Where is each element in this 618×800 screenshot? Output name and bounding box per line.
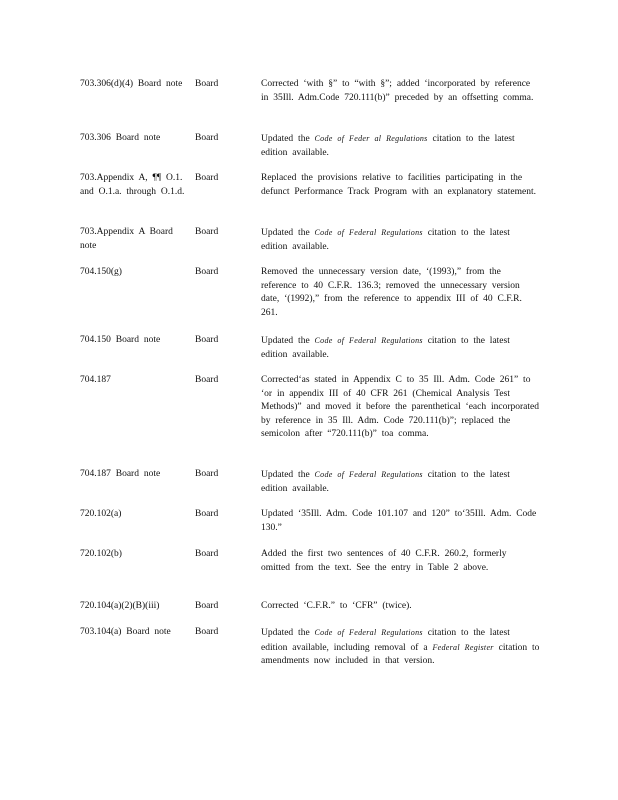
section-cell: 703.306 Board note (80, 133, 161, 143)
description-text: citation to the latest edition available. (261, 336, 510, 360)
section-cell: 704.187 (80, 375, 111, 385)
table-row (80, 626, 540, 669)
table-row (80, 172, 540, 199)
description-text: Added the first two sentences of 40 C.F.R. 260.2, formerly omitted from the text. See the entry in Table 2 above. (261, 549, 507, 573)
description-text: Corrected‘as stated in Appendix C to 35 Ill. Adm. Code 261” to ‘or in appendix III of 40 CFR 261 (Chemical Analysis Test Methods)” and moved it before the parenthetical ‘each incorporated by reference in 35 Ill. Adm. Code 720.111(b)”; replaced the semicolon after “720.111(b)” toa comma. (261, 375, 539, 439)
italic-citation: Code of Federal Regulations (314, 336, 423, 345)
description-text: Removed the unnecessary version date, ‘(1993),” from the reference to 40 C.F.R. 136.3; removed the unnecessary version date, ‘(1992),” from the reference to appendix III of 40 C.F.R. 261. (261, 267, 522, 318)
source-cell: Board (195, 375, 219, 385)
source-cell: Board (195, 549, 219, 559)
section-cell: 704.187 Board note (80, 469, 161, 479)
table-row (80, 548, 540, 575)
source-cell: Board (195, 79, 219, 89)
description-text: citation to the latest edition available. (261, 134, 515, 158)
source-cell: Board (195, 173, 219, 183)
description-cell (261, 172, 540, 199)
description-cell (261, 374, 540, 442)
section-cell: 704.150 Board note (80, 335, 161, 345)
description-text: Corrected ‘with §” to “with §”; added ‘incorporated by reference in 35Ill. Adm.Code 720.111(b)” preceded by an offsetting comma. (261, 79, 534, 103)
table-row (80, 374, 540, 442)
source-cell: Board (195, 227, 219, 237)
description-text: Updated the (261, 628, 315, 638)
description-cell (261, 226, 540, 254)
italic-citation: Code of Feder al Regulations (314, 134, 428, 143)
description-text: citation to the latest edition available, including removal of a (261, 628, 510, 653)
description-text: citation to the latest edition available. (261, 228, 510, 252)
description-text: Updated the (261, 336, 315, 346)
source-cell: Board (195, 133, 219, 143)
description-text: Replaced the provisions relative to facilities participating in the defunct Performance Track Program with an explanatory statement. (261, 173, 536, 197)
section-cell: 703.306(d)(4) Board note (80, 79, 183, 89)
italic-citation: Code of Federal Regulations (314, 470, 423, 479)
description-cell (261, 600, 540, 614)
italic-citation: Code of Federal Regulations (314, 628, 423, 637)
description-cell (261, 626, 540, 669)
table-row (80, 600, 540, 614)
source-cell: Board (195, 335, 219, 345)
source-cell: Board (195, 469, 219, 479)
section-cell: 703.Appendix A, ¶¶ O.1. and O.1.a. through O.1.d. (80, 173, 185, 197)
description-cell (261, 548, 540, 575)
source-cell: Board (195, 509, 219, 519)
source-cell: Board (195, 627, 219, 637)
table-row (80, 266, 540, 320)
description-text: citation to the latest edition available. (261, 470, 510, 494)
description-text: Updated the (261, 228, 315, 238)
table-row (80, 334, 540, 362)
section-cell: 704.150(g) (80, 267, 122, 277)
section-cell: 703.Appendix A Board note (80, 227, 173, 251)
description-cell (261, 266, 540, 320)
table-row (80, 78, 540, 105)
table-row (80, 468, 540, 496)
description-cell (261, 468, 540, 496)
description-cell (261, 132, 540, 160)
source-cell: Board (195, 601, 219, 611)
description-cell (261, 334, 540, 362)
source-cell: Board (195, 267, 219, 277)
section-cell: 720.104(a)(2)(B)(iii) (80, 601, 160, 611)
table-row (80, 508, 540, 535)
description-text: Updated ‘35Ill. Adm. Code 101.107 and 120” to‘35Ill. Adm. Code 130.” (261, 509, 537, 533)
italic-citation: Code of Federal Regulations (314, 228, 423, 237)
table-row (80, 226, 540, 254)
description-text: Updated the (261, 470, 315, 480)
description-text: citation to amendments now included in that version. (261, 642, 540, 666)
section-cell: 720.102(b) (80, 549, 122, 559)
italic-citation: Federal Register (432, 642, 494, 652)
section-cell: 720.102(a) (80, 509, 122, 519)
table-row (80, 132, 540, 160)
description-text: Updated the (261, 134, 315, 144)
section-cell: 703.104(a) Board note (80, 627, 171, 637)
description-text: Corrected ‘C.F.R.” to ‘CFR” (twice). (261, 601, 412, 611)
description-cell (261, 508, 540, 535)
description-cell (261, 78, 540, 105)
